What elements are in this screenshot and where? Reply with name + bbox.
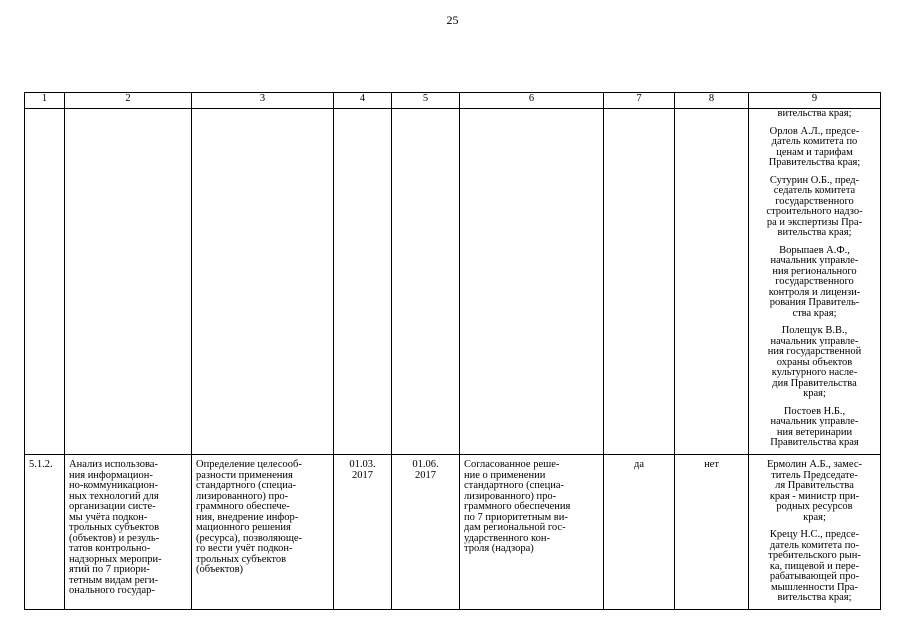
responsible-cell	[749, 109, 881, 455]
header-col-3: 3	[192, 93, 334, 109]
header-col-1: 1	[25, 93, 65, 109]
header-col-8: 8	[675, 93, 749, 109]
end-date-cell: 01.06. 2017	[392, 455, 460, 610]
responsible-cell	[749, 455, 881, 610]
table-cell	[392, 109, 460, 455]
header-col-6: 6	[460, 93, 604, 109]
table-cell	[675, 109, 749, 455]
table-cell	[604, 109, 675, 455]
col8-cell: нет	[675, 455, 749, 610]
col7-cell: да	[604, 455, 675, 610]
result-cell: Согласованное реше- ние о применении стандартного (специа- лизированного) про- граммного обеспечения по 7 приоритетным ви- дам региональной гос- ударственного кон- троля (надзора)	[460, 455, 604, 610]
header-col-2: 2	[65, 93, 192, 109]
responsible-entry: Ворыпаев А.Ф., начальник управле- ния регионального государственного контроля и лицензи- рования Правитель- ства края;	[768, 244, 861, 319]
table-cell	[192, 109, 334, 455]
responsible-entry: Ермолин А.Б., замес- титель Председате- ля Правительства края - министр при- родных ресурсов края;	[766, 459, 862, 523]
header-col-7: 7	[604, 93, 675, 109]
start-date-cell: 01.03. 2017	[334, 455, 392, 610]
responsible-entry: Крецу Н.С., предсе- датель комитета по- требительского рын- ка, пищевой и пере- рабатывающей про- мышленности Пра- вительства края;	[768, 529, 861, 603]
responsible-entry: Полещук В.В., начальник управле- ния государственной охраны объектов культурного насле- дия Правительства края;	[767, 325, 862, 399]
responsible-entry: Постоев Н.Б., начальник управле- ния ветеринарии Правительства края	[770, 405, 859, 448]
plan-table	[24, 92, 881, 610]
header-col-5: 5	[392, 93, 460, 109]
responsible-entry: Орлов А.Л., предсе- датель комитета по ценам и тарифам Правительства края;	[768, 125, 861, 168]
responsible-entry: вительства края;	[777, 108, 852, 119]
activity-cell: Анализ использова- ния информацион- но-коммуникацион- ных технологий для организации систе- мы учёта подкон- трольных субъектов (объектов) и резуль- татов контрольно- надзорных меропри- ятий по 7 приори- тетным видам реги- онального государ-	[65, 455, 192, 610]
table-cell	[25, 109, 65, 455]
header-row	[25, 93, 881, 109]
header-col-4: 4	[334, 93, 392, 109]
table-cell	[334, 109, 392, 455]
table-row-continuation	[25, 109, 881, 455]
table-row-5-1-2	[25, 455, 881, 610]
table-cell	[460, 109, 604, 455]
content-cell: Определение целесооб- разности применения стандартного (специа- лизированного) про- граммного обеспече- ния, внедрение инфор- мационного решения (ресурса), позволяюще- го вести учёт подкон- трольных субъектов (объектов)	[192, 455, 334, 610]
page-number: 25	[446, 13, 459, 27]
table-cell	[65, 109, 192, 455]
item-number: 5.1.2.	[25, 455, 65, 610]
responsible-entry: Сутурин О.Б., пред- седатель комитета государственного строительного надзо- ра и экспертизы Пра- вительства края;	[766, 174, 863, 238]
header-col-9: 9	[749, 93, 881, 109]
